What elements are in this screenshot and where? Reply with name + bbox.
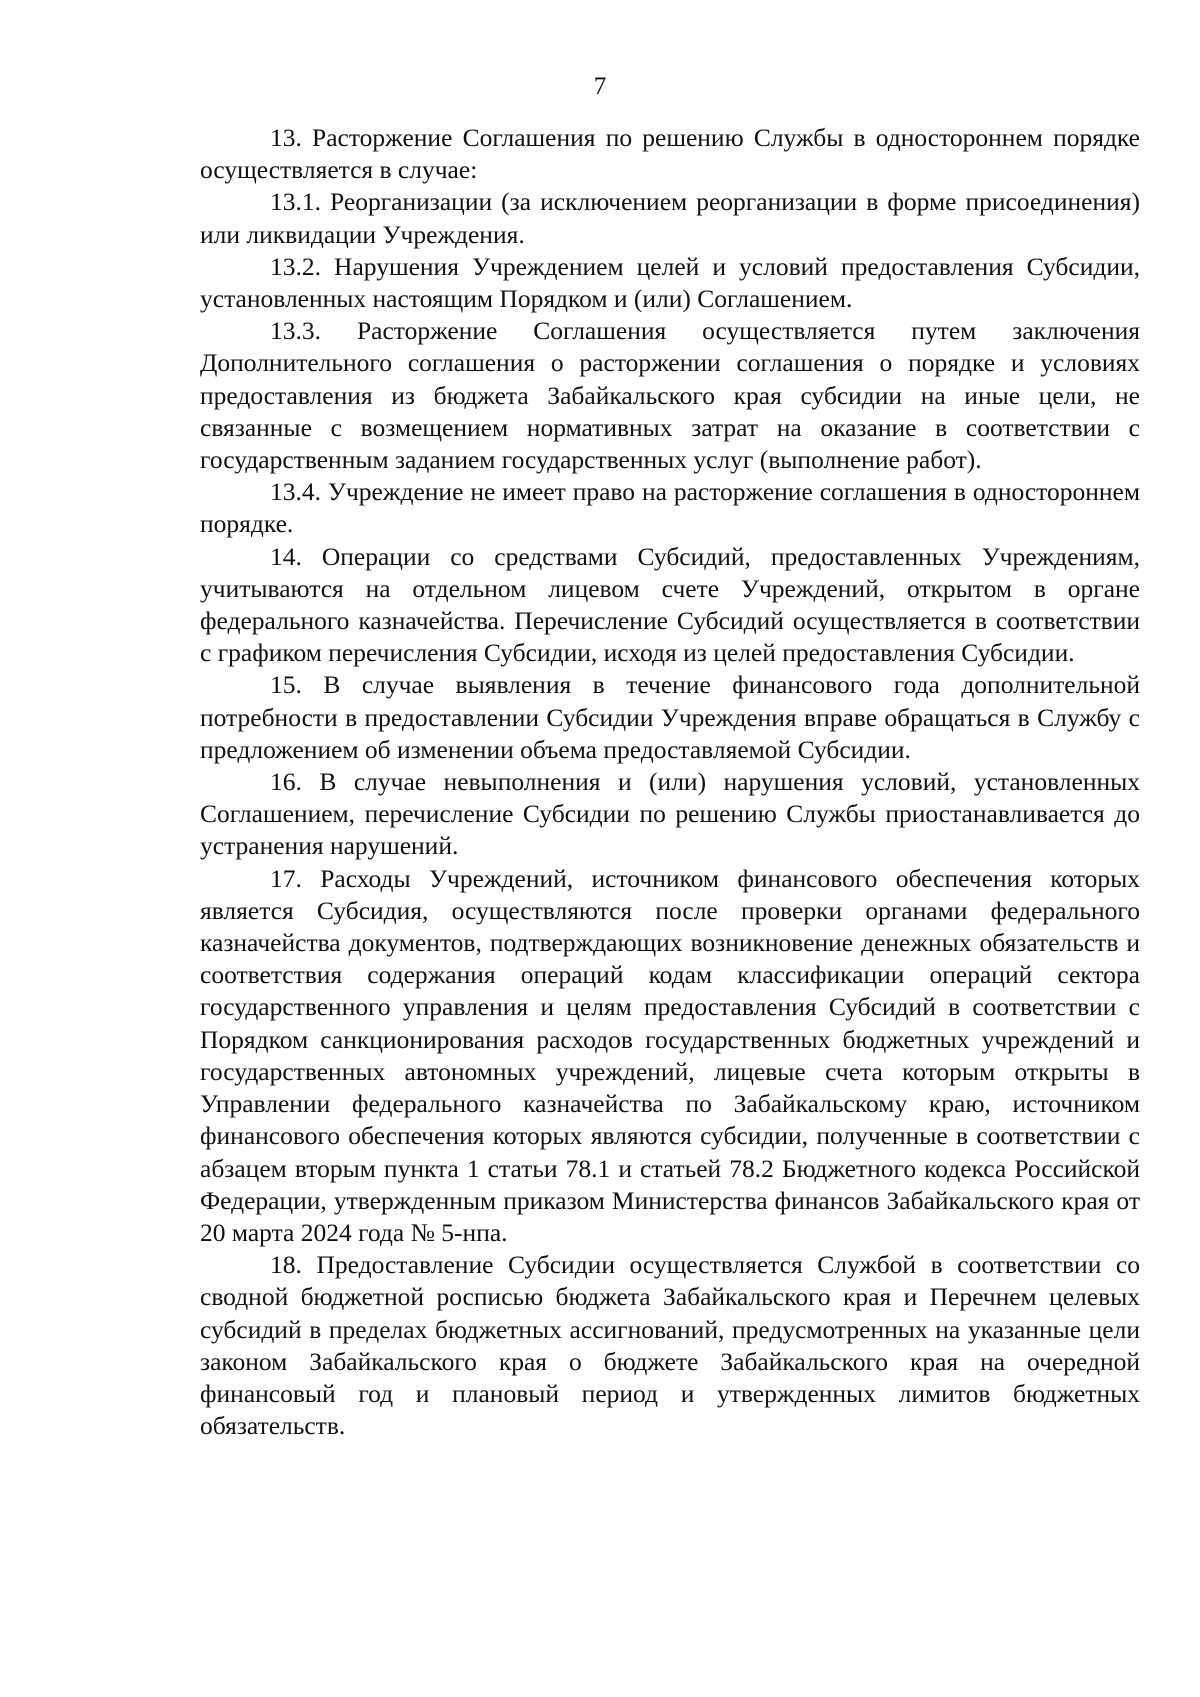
paragraph-13-3: 13.3. Расторжение Соглашения осуществляется путем заключения Дополнительного соглашения о расторжении соглашения о порядке и условиях предоставления из бюджета Забайкальского края субсидии на иные цели, не связанные с возмещением нормативных затрат на оказание в соответствии с государственным заданием государственных услуг (выполнение работ). xyxy=(200,316,1140,475)
paragraph-13-1: 13.1. Реорганизации (за исключением реорганизации в форме присоединения) или ликвидации Учреждения. xyxy=(200,187,1140,249)
paragraph-18: 18. Предоставление Субсидии осуществляется Службой в соответствии со сводной бюджетной росписью бюджета Забайкальского края и Перечнем целевых субсидий в пределах бюджетных ассигнований, предусмотренных на указанные цели законом Забайкальского края о бюджете Забайкальского края на очередной финансовый год и плановый период и утвержденных лимитов бюджетных обязательств. xyxy=(200,1250,1140,1441)
document-body xyxy=(200,122,1140,1442)
page-number: 7 xyxy=(593,73,607,100)
paragraph-14: 14. Операции со средствами Субсидий, предоставленных Учреждениям, учитываются на отдельном лицевом счете Учреждений, открытом в органе федерального казначейства. Перечисление Субсидий осуществляется в соответствии с графиком перечисления Субсидии, исходя из целей предоставления Субсидии. xyxy=(200,541,1140,668)
paragraph-15: 15. В случае выявления в течение финансового года дополнительной потребности в предоставлении Субсидии Учреждения вправе обращаться в Службу с предложением об изменении объема предоставляемой Субсидии. xyxy=(200,670,1140,764)
paragraph-13: 13. Расторжение Соглашения по решению Службы в одностороннем порядке осуществляется в случае: xyxy=(200,123,1140,185)
paragraph-13-2: 13.2. Нарушения Учреждением целей и условий предоставления Субсидии, установленных настоящим Порядком и (или) Соглашением. xyxy=(200,251,1140,314)
paragraph-13-4: 13.4. Учреждение не имеет право на расторжение соглашения в одностороннем порядке. xyxy=(200,477,1140,539)
paragraph-16: 16. В случае невыполнения и (или) нарушения условий, установленных Соглашением, перечисление Субсидии по решению Службы приостанавливается до устранения нарушений. xyxy=(200,767,1140,861)
paragraph-17: 17. Расходы Учреждений, источником финансового обеспечения которых является Субсидия, осуществляются после проверки органами федерального казначейства документов, подтверждающих возникновение денежных обязательств и соответствия содержания операций кодам классификации операций сектора государственного управления и целям предоставления Субсидий в соответствии с Порядком санкционирования расходов государственных бюджетных учреждений и государственных автономных учреждений, лицевые счета которым открыты в Управлении федерального казначейства по Забайкальскому краю, источником финансового обеспечения которых являются субсидии, полученные в соответствии с абзацем вторым пункта 1 статьи 78.1 и статьей 78.2 Бюджетного кодекса Российской Федерации, утвержденным приказом Министерства финансов Забайкальского края от 20 марта 2024 года № 5-нпа. xyxy=(200,863,1140,1247)
